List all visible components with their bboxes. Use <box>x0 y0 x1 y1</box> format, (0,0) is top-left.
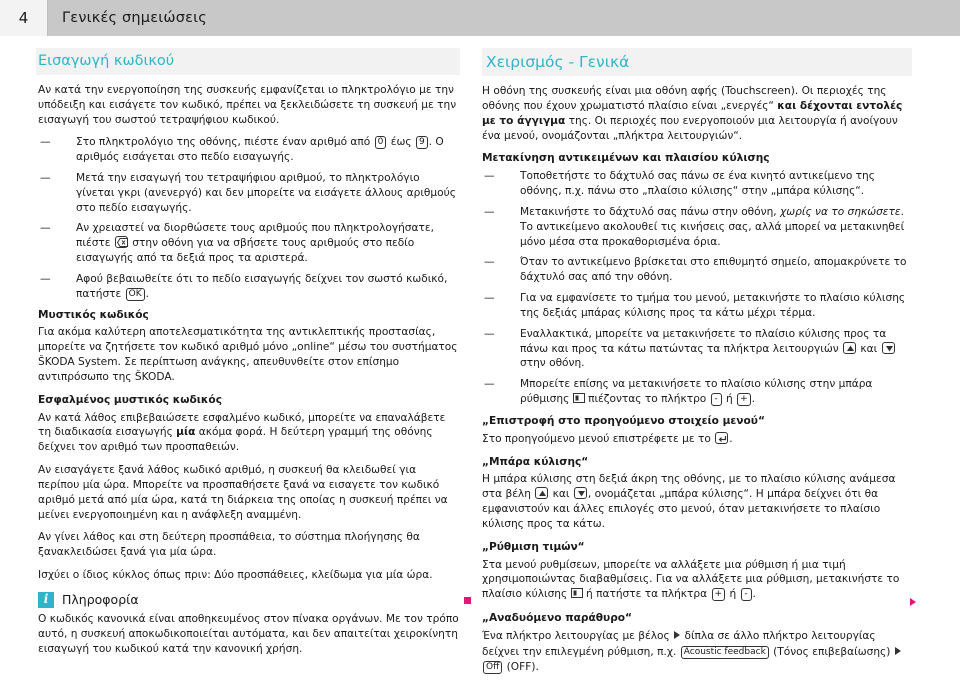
play-arrow-icon <box>673 630 681 645</box>
page-header <box>0 0 960 36</box>
key-ok: OK <box>126 288 145 301</box>
plus-key: + <box>737 393 751 406</box>
list-item: — Αφού βεβαιωθείτε ότι το πεδίο εισαγωγής δείχνει τον σωστό κωδικό, πατήστε OK . <box>40 272 448 300</box>
subheading-wrong-code: Εσφαλμένος μυστικός κωδικός <box>38 393 222 406</box>
key-0: 0 <box>375 136 387 149</box>
subheading-set-values: „Ρύθμιση τιμών“ <box>482 540 585 553</box>
dash-bullet: — <box>484 170 495 183</box>
dash-bullet: — <box>40 272 51 285</box>
backspace-key-icon <box>115 236 128 248</box>
dash-bullet: — <box>40 136 51 149</box>
off-key: Off <box>483 661 502 674</box>
move-steps <box>482 169 912 408</box>
chapter-title: Γενικές σημειώσεις <box>62 9 207 26</box>
minus-key: - <box>741 588 752 601</box>
arrow-down-key-icon <box>574 487 587 499</box>
arrow-up-key-icon <box>843 342 856 354</box>
list-item: — Για να εμφανίσετε το τμήμα του μενού, μετακινήστε το πλαίσιο κύλισης της δεξιάς μπάρας κύλισης προς τα κάτω μέχρι τέρμα. <box>484 292 906 319</box>
page-number: 4 <box>0 0 48 36</box>
back-key-icon <box>715 432 728 444</box>
subheading-move-objects: Μετακίνηση αντικειμένων και πλαισίου κύλισης <box>482 152 770 165</box>
list-item: — Μπορείτε επίσης να μετακινήσετε το πλαίσιο κύλισης στην μπάρα ρύθμισης πιέζοντας το πλήκτρο - ή + . <box>482 377 912 408</box>
wrong-code-paragraph-1: Αν κατά λάθος επιβεβαιώσετε εσφαλμένο κωδικό, μπορείτε να επαναλάβετε τη διαδικασία εισαγωγής μία ακόμα φορά. Η δεύτερη γραμμή της οθόνης δείχνει τον αριθμό των προσπαθειών. <box>38 411 446 454</box>
subheading-back: „Επιστροφή στο προηγούμενο στοιχείο μενού“ <box>482 414 765 427</box>
arrow-up-key-icon <box>535 487 548 499</box>
play-arrow-icon <box>894 646 902 661</box>
subheading-scroll-bar: „Μπάρα κύλισης“ <box>482 455 589 468</box>
section-title-code-entry: Εισαγωγή κωδικού <box>36 48 460 75</box>
continue-arrow-icon <box>910 598 916 606</box>
list-item: — Στο πληκτρολόγιο της οθόνης, πιέστε έναν αριθμό από 0 έως 9 . Ο αριθμός εισάγεται στο πεδίο εισαγωγής. <box>40 136 444 164</box>
dash-bullet: — <box>484 205 495 218</box>
list-item: — Τοποθετήστε το δάχτυλό σας πάνω σε ένα κινητό αντικείμενο της οθόνης, π.χ. πάνω στο „πλαίσιο κύλισης“ στην „μπάρα κύλισης“. <box>484 170 875 198</box>
slider-bar-icon <box>573 393 585 408</box>
set-values-paragraph: Στα μενού ρυθμίσεων, μπορείτε να αλλάξετε μια ρύθμιση ή μια τιμή χρησιμοποιώντας διαβαθμίσεις. Για να αλλάξετε μια ρύθμιση, μετακινήστε το πλαίσιο κύλισης ή πατήστε τα πλήκτρα + ή - . <box>482 558 912 603</box>
right-column <box>482 48 912 683</box>
left-column <box>38 48 460 665</box>
arrow-down-key-icon <box>882 342 895 354</box>
list-item: — Μετακινήστε το δάχτυλό σας πάνω στην οθόνη, χωρίς να το σηκώσετε. Το αντικείμενο ακολουθεί τις κινήσεις σας, αλλά μπορεί να μετακινηθεί μόνο μέσα στα προκαθορισμένα όρια. <box>484 205 905 248</box>
subheading-popup: „Αναδυόμενο παράθυρο“ <box>482 611 633 624</box>
intro-paragraph: Αν κατά την ενεργοποίηση της συσκευής εμφανίζεται ιο πληκτρολόγιο με την υπόδειξη και εισάγετε τον κωδικό, πρέπει να ξεκλειδώσετε τη συσκευή με την εισαγωγή του σωστού τετραψήφιου κωδικού. <box>38 83 457 126</box>
dash-bullet: — <box>40 222 51 235</box>
info-title: Πληροφορία <box>62 591 139 607</box>
secret-code-paragraph: Για ακόμα καλύτερη αποτελεσματικότητα της αντικλεπτικής προστασίας, μπορείτε να ζητήσετε τον κωδικό αριθμό μόνο „online“ μέσω του συστήματος ŠKODA System. Σε περίπτωση ανάγκης, απευθυνθείτε στον επίσημο αντιπρόσωπο της ŠKODA. <box>38 326 458 383</box>
plus-key: + <box>712 588 726 601</box>
dash-bullet: — <box>484 327 495 340</box>
acoustic-feedback-key: Acoustic feedback <box>681 646 769 659</box>
slider-bar-icon <box>571 588 583 603</box>
dash-bullet: — <box>484 378 495 391</box>
dash-bullet: — <box>484 292 495 305</box>
section-end-square-icon <box>464 597 471 604</box>
minus-key: - <box>711 393 722 406</box>
touchscreen-intro: Η οθόνη της συσκευής είναι μια οθόνη αφής (Touchscreen). Οι περιοχές της οθόνης που έχουν χρωματιστό πλαίσιο είναι „ενεργές“ και δέχονται εντολές με το άγγιγμα της. Οι περιοχές που ενεργοποιούν μια λειτουργία ή ανοίγουν ένα μενού, ονομάζονται „πλήκτρα λειτουργιών“. <box>482 85 903 142</box>
subheading-secret-code: Μυστικός κωδικός <box>38 308 149 321</box>
back-paragraph: Στο προηγούμενο μενού επιστρέφετε με το . <box>482 432 733 445</box>
dash-bullet: — <box>40 171 51 184</box>
section-title-operation: Χειρισμός - Γενικά <box>482 48 912 76</box>
list-item: — Εναλλακτικά, μπορείτε να μετακινήσετε το πλαίσιο κύλισης προς τα πάνω και προς τα κάτω πατώντας τα πλήκτρα λειτουργιών και στην οθόνη. <box>482 327 912 371</box>
wrong-code-paragraph-2: Αν εισαγάγετε ξανά λάθος κωδικό αριθμό, η συσκευή θα κλειδωθεί για περίπου μία ώρα. Μπορείτε να προσπαθήσετε ξανά να εισαγετε τον κωδικό αριθμό μετά από μία ώρα, κατά τη διάρκεια της οποίας η συσκευή πρέπει να μείνει ενεργοποιημένη και η ανάφλεξη αναμμένη. <box>38 464 448 521</box>
scroll-bar-paragraph: Η μπάρα κύλισης στη δεξιά άκρη της οθόνης, με το πλαίσιο κύλισης ανάμεσα στα βέλη και , ονομάζεται „μπάρα κύλισης“. Η μπάρα δείχνει ότι θα εμφανιστούν και άλλες επιλογές στο μενού, όταν μετακινήσετε το πλαίσιο κύλισης προς τα κάτω. <box>482 473 896 530</box>
info-text: Ο κωδικός κανονικά είναι αποθηκευμένος στον πίνακα οργάνων. Με τον τρόπο αυτό, η συσκευή αποκωδικοποιείται αυτόματα, και δεν απαιτείται χειροκίνητη εισαγωγή του κωδικού κατά την κανονική χρήση. <box>38 613 459 656</box>
key-9: 9 <box>416 136 428 149</box>
info-icon: i <box>38 592 54 608</box>
wrong-code-paragraph-3: Αν γίνει λάθος και στη δεύτερη προσπάθεια, το σύστημα πλοήγησης θα ξανακλειδώσει ξανά για μία ώρα. <box>38 531 420 559</box>
list-item: — Όταν το αντικείμενο βρίσκεται στο επιθυμητό σημείο, απομακρύνετε το δάχτυλό σας από την οθόνη. <box>484 256 907 284</box>
popup-paragraph: Ένα πλήκτρο λειτουργίας με βέλος δίπλα σε άλλο πλήκτρο λειτουργίας δείχνει την επιλεγμένη ρύθμιση, π.χ. Acoustic feedback (Τόνος επιβεβαίωσης) Off (OFF). <box>482 629 912 675</box>
list-item: — Αν χρειαστεί να διορθώσετε τους αριθμούς που πληκτρολογήσατε, πιέστε στην οθόνη για να σβήσετε τους αριθμούς στο πεδίο εισαγωγής από τα δεξιά προς τα αριστερά. <box>40 222 434 265</box>
code-entry-steps <box>38 135 460 301</box>
list-item: — Μετά την εισαγωγή του τετραψήφιου αριθμού, το πληκτρολόγιο γίνεται γκρι (ανενεργό) και δεν μπορείτε να εισάγετε άλλους αριθμούς στο πεδίο εισαγωγής. <box>40 171 456 214</box>
info-box <box>38 591 460 657</box>
wrong-code-paragraph-4: Ισχύει ο ίδιος κύκλος όπως πριν: Δύο προσπάθειες, κλείδωμα για μία ώρα. <box>38 569 433 582</box>
dash-bullet: — <box>484 256 495 269</box>
